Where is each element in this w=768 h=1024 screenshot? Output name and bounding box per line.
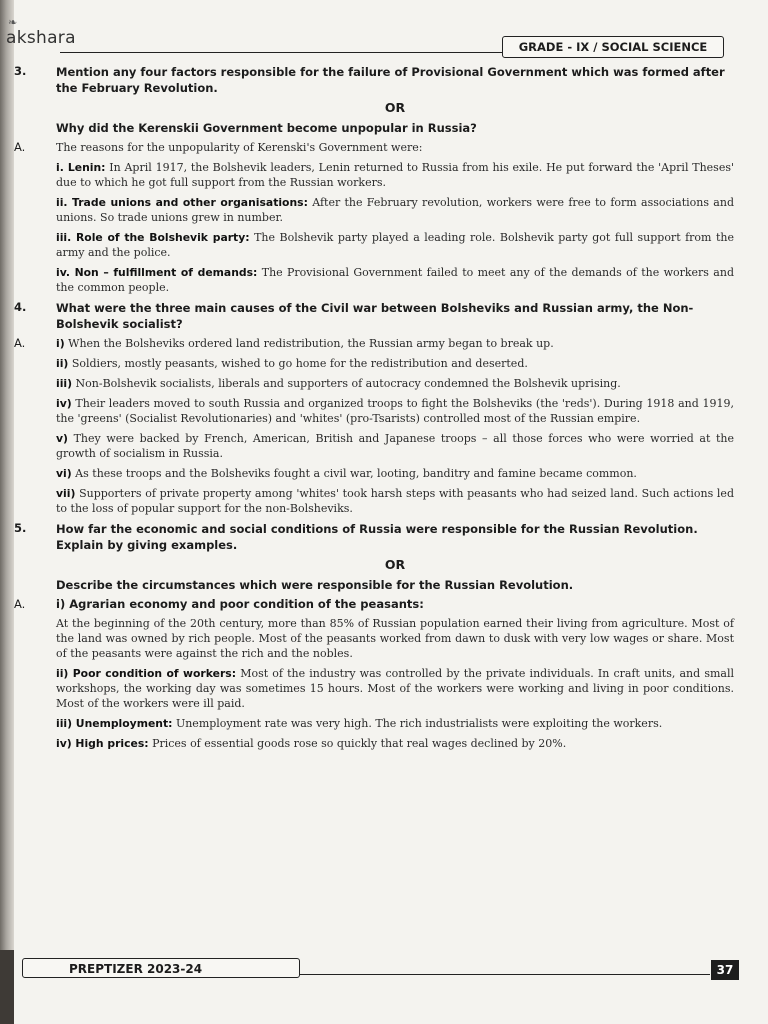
answer-point: iii. Role of the Bolshevik party: The Bolshevik party played a leading role. Bolshevik party got full support from the army and the police. bbox=[56, 231, 734, 259]
answer-point: iv) High prices: Prices of essential goods rose so quickly that real wages declined by 20%. bbox=[56, 737, 567, 750]
alt-question-text: Why did the Kerenskii Government become unpopular in Russia? bbox=[56, 121, 477, 135]
question-3-alt bbox=[0, 120, 768, 136]
question-text: Mention any four factors responsible for the failure of Provisional Government which was formed after the February Revolution. bbox=[56, 65, 725, 95]
question-3 bbox=[0, 64, 768, 96]
footer-title: PREPTIZER 2023-24 bbox=[22, 958, 300, 978]
answer-label: A. bbox=[14, 140, 26, 154]
question-4 bbox=[0, 300, 768, 332]
answer-point: ii) Soldiers, mostly peasants, wished to go home for the redistribution and deserted. bbox=[56, 357, 528, 370]
answer-point: iii) Unemployment: Unemployment rate was very high. The rich industrialists were exploiting the workers. bbox=[56, 717, 663, 730]
answer-subheading: i) Agrarian economy and poor condition of the peasants: bbox=[56, 597, 424, 611]
answer-point: vi) As these troops and the Bolsheviks fought a civil war, looting, banditry and famine became common. bbox=[56, 467, 637, 480]
answer-point: ii. Trade unions and other organisations: After the February revolution, workers were free to form associations and unions. So trade unions grew in number. bbox=[56, 196, 734, 224]
page-number: 37 bbox=[711, 960, 739, 980]
answer-label: A. bbox=[14, 336, 26, 350]
page-content bbox=[0, 64, 768, 756]
leaf-icon: ❧ bbox=[8, 16, 18, 29]
answer-point: i. Lenin: In April 1917, the Bolshevik leaders, Lenin returned to Russia from his exile. He put forward the 'April Theses' due to which he got full support from the Russian workers. bbox=[56, 161, 735, 189]
page-header bbox=[0, 0, 768, 62]
answer-point: iv) Their leaders moved to south Russia and organized troops to fight the Bolsheviks (the 'reds'). During 1918 and 1919, the 'greens' (Socialist Revolutionaries) and 'whites' (pro-Tsarists) controlled most of the Russian empire. bbox=[56, 397, 734, 425]
grade-badge: GRADE - IX / SOCIAL SCIENCE bbox=[502, 36, 724, 58]
alt-question-text: Describe the circumstances which were responsible for the Russian Revolution. bbox=[56, 578, 574, 592]
page-footer bbox=[0, 954, 768, 984]
answer-point: iii) Non-Bolshevik socialists, liberals and supporters of autocracy condemned the Bolshevik uprising. bbox=[56, 377, 621, 390]
or-separator: OR bbox=[384, 100, 406, 115]
answer-paragraph: At the beginning of the 20th century, more than 85% of Russian population earned their living from agriculture. Most of the land was owned by rich people. Most of the peasants worked from dawn to dusk with very low wages or share. Most of the peasants were against the rich and the nobles. bbox=[56, 617, 734, 660]
question-text: How far the economic and social conditions of Russia were responsible for the Russian Revolution. Explain by giving examples. bbox=[56, 522, 698, 552]
answer-point: vii) Supporters of private property among 'whites' took harsh steps with peasants who had seized land. Such actions led to the loss of popular support for the non-Bolsheviks. bbox=[56, 487, 734, 515]
question-5-alt bbox=[0, 577, 768, 593]
answer-4 bbox=[0, 336, 768, 516]
answer-intro: The reasons for the unpopularity of Kerenski's Government were: bbox=[56, 141, 423, 154]
answer-point: v) They were backed by French, American, British and Japanese troops – all those forces who were worried at the growth of socialism in Russia. bbox=[56, 432, 734, 460]
or-separator: OR bbox=[384, 557, 406, 572]
footer-divider bbox=[300, 974, 710, 975]
question-5 bbox=[0, 521, 768, 553]
answer-point: i) When the Bolsheviks ordered land redistribution, the Russian army began to break up. bbox=[56, 337, 554, 350]
header-divider bbox=[60, 52, 510, 53]
answer-point: ii) Poor condition of workers: Most of the industry was controlled by the private individuals. In craft units, and small workshops, the working day was sometimes 15 hours. Most of the workers were working and living in poor conditions. Most of the workers were ill paid. bbox=[56, 667, 734, 710]
question-number: 4. bbox=[14, 300, 27, 314]
answer-label: A. bbox=[14, 597, 26, 611]
question-text: What were the three main causes of the Civil war between Bolsheviks and Russian army, the Non-Bolshevik socialist? bbox=[56, 301, 694, 331]
publisher-logo: akshara bbox=[6, 28, 76, 48]
question-number: 3. bbox=[14, 64, 27, 78]
answer-5 bbox=[0, 597, 768, 751]
question-number: 5. bbox=[14, 521, 27, 535]
answer-point: iv. Non – fulfillment of demands: The Provisional Government failed to meet any of the demands of the workers and the common people. bbox=[56, 266, 734, 294]
answer-3 bbox=[0, 140, 768, 295]
